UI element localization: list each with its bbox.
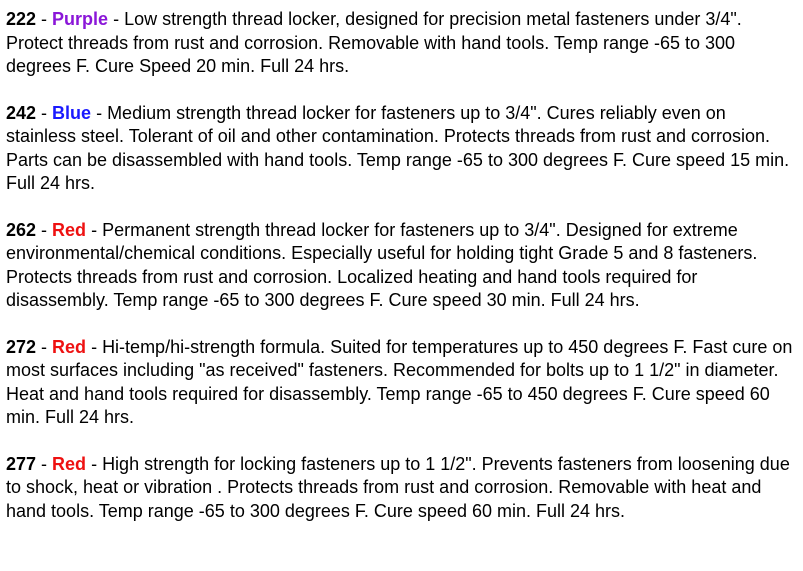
entry-description: High strength for locking fasteners up to 1 1/2". Prevents fasteners from loosening due to shock, heat or vibration . Protects threads from rust and corrosion. Removable with heat and hand tools. Temp range -65 to 300 degrees F. Cure speed 60 min. Full 24 hrs.: [6, 453, 790, 521]
entry-description: Low strength thread locker, designed for precision metal fasteners under 3/4". Protect threads from rust and corrosion. Removable with hand tools. Temp range -65 to 300 degrees F. Cure Speed 20 min. Full 24 hrs.: [6, 9, 742, 76]
entry-242: [6, 102, 798, 196]
product-code: 272: [6, 336, 37, 357]
entry-222: [6, 8, 798, 79]
entry-description: Hi-temp/hi-strength formula. Suited for temperatures up to 450 degrees F. Fast cure on most surfaces including "as received" fasteners. Recommended for bolts up to 1 1/2" in diameter. Heat and hand tools required for disassembly. Temp range -65 to 450 degrees F. Cure speed 60 min. Full 24 hrs.: [6, 336, 793, 427]
entry-description: Medium strength thread locker for fasteners up to 3/4". Cures reliably even on stainless steel. Tolerant of oil and other contamination. Protects threads from rust and corrosion. Parts can be disassembled with hand tools. Temp range -65 to 300 degrees F. Cure speed 15 min. Full 24 hrs.: [6, 102, 790, 193]
separator: -: [36, 453, 53, 474]
product-code: 277: [6, 453, 37, 474]
separator: -: [86, 453, 103, 474]
separator: -: [36, 9, 53, 29]
separator: -: [86, 219, 103, 240]
separator: -: [36, 336, 53, 357]
product-code: 242: [6, 102, 37, 123]
color-label: Blue: [52, 102, 92, 123]
entry-272: [6, 336, 798, 430]
separator: -: [36, 219, 53, 240]
color-label: Purple: [52, 9, 109, 29]
product-code: 262: [6, 219, 37, 240]
thread-locker-list: [6, 8, 798, 546]
product-code: 222: [6, 9, 37, 29]
entry-277: [6, 453, 798, 524]
separator: -: [86, 336, 103, 357]
color-label: Red: [52, 336, 87, 357]
entry-262: [6, 219, 798, 313]
separator: -: [36, 102, 53, 123]
color-label: Red: [52, 219, 87, 240]
separator: -: [108, 9, 125, 29]
color-label: Red: [52, 453, 87, 474]
entry-description: Permanent strength thread locker for fasteners up to 3/4". Designed for extreme environmental/chemical conditions. Especially useful for holding tight Grade 5 and 8 fasteners. Protects threads from rust and corrosion. Localized heating and hand tools required for disassembly. Temp range -65 to 300 degrees F. Cure speed 30 min. Full 24 hrs.: [6, 219, 758, 310]
separator: -: [91, 102, 108, 123]
